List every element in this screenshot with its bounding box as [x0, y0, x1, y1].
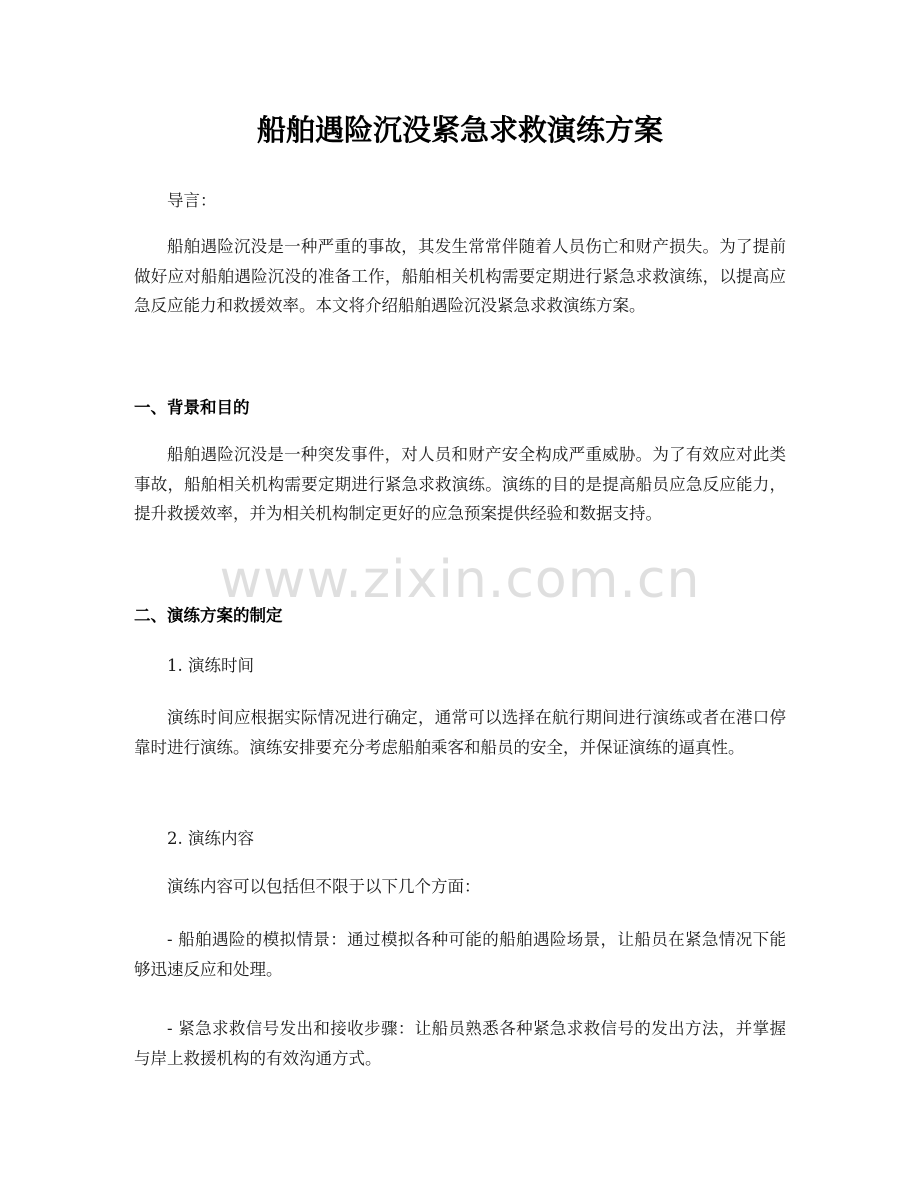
bullet-1: - 船舶遇险的模拟情景：通过模拟各种可能的船舶遇险场景，让船员在紧急情况下能够迅速反应和处理。 — [134, 930, 786, 979]
document-title: 船舶遇险沉没紧急求救演练方案 — [256, 113, 663, 147]
item-1-label: 1. 演练时间 — [167, 656, 254, 675]
section-1-paragraph: 船舶遇险沉没是一种突发事件，对人员和财产安全构成严重威胁。为了有效应对此类事故，船舶相关机构需要定期进行紧急求救演练。演练的目的是提高船员应急反应能力，提升救援效率，并为相关机构制定更好的应急预案提供经验和数据支持。 — [134, 445, 786, 523]
bullet-2: - 紧急求救信号发出和接收步骤：让船员熟悉各种紧急求救信号的发出方法，并掌握与岸上救援机构的有效沟通方式。 — [134, 1019, 786, 1068]
item-1-paragraph: 演练时间应根据实际情况进行确定，通常可以选择在航行期间进行演练或者在港口停靠时进行演练。演练安排要充分考虑船舶乘客和船员的安全，并保证演练的逼真性。 — [134, 708, 786, 757]
intro-label: 导言： — [167, 191, 217, 210]
section-2-heading: 二、演练方案的制定 — [134, 606, 283, 625]
intro-paragraph: 船舶遇险沉没是一种严重的事故，其发生常常伴随着人员伤亡和财产损失。为了提前做好应对船舶遇险沉没的准备工作，船舶相关机构需要定期进行紧急求救演练，以提高应急反应能力和救援效率。本文将介绍船舶遇险沉没紧急求救演练方案。 — [134, 237, 786, 315]
item-2-label: 2. 演练内容 — [167, 829, 254, 848]
section-1-heading: 一、背景和目的 — [134, 398, 250, 417]
watermark: www.zixin.com.cn — [219, 550, 701, 610]
item-2-intro: 演练内容可以包括但不限于以下几个方面： — [167, 877, 481, 896]
